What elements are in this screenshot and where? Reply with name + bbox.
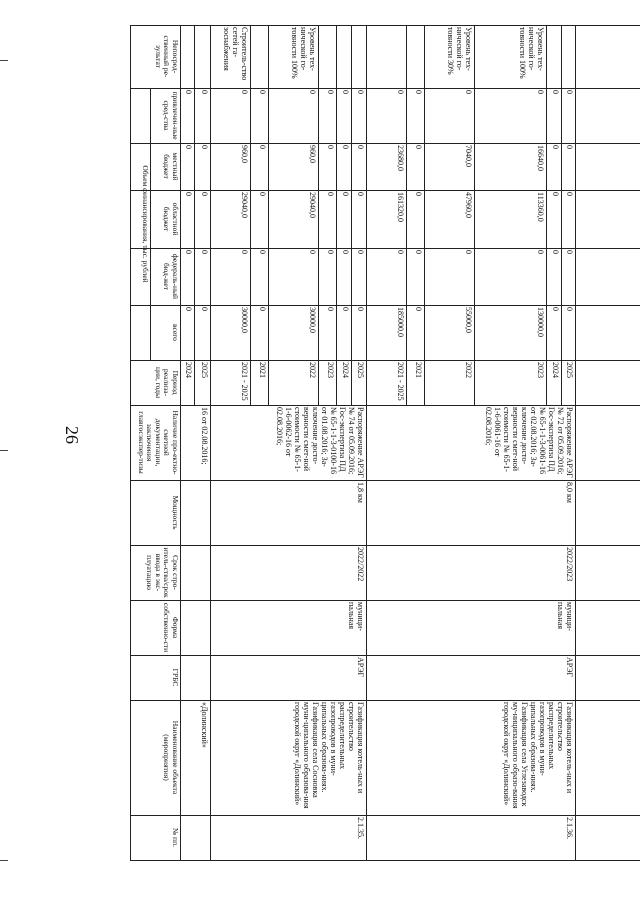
row-2-1-36-total-3: 130000,0 <box>536 307 545 337</box>
row-dolinsky-regional-0: 0 <box>184 192 193 196</box>
row-2-1-36-regional-2: 47960,0 <box>464 192 473 218</box>
row-2-1-36-grbs: АРЭГ <box>565 657 574 678</box>
row-2-1-35-regional-2: 29040,0 <box>308 192 317 218</box>
row-2-1-35-federal-4: 0 <box>341 250 350 254</box>
column-divider-federal <box>130 248 640 249</box>
row-dolinsky-attracted-1: 0 <box>200 90 209 94</box>
column-divider-attracted <box>130 88 640 89</box>
row-2-1-35-regional-3: 0 <box>326 192 335 196</box>
row-2-1-35-name: Газификация котель-ных и строительство распределительных газопроводов в муни-ципальных образова-ниях. Газификация села Сосновка муни-ципального образова-ния городской округ «Долинский» <box>293 702 365 809</box>
row-2-1-35-total-1: 0 <box>258 307 267 311</box>
row-2-1-36-attracted-0: 0 <box>396 90 405 94</box>
column-divider-no <box>130 815 640 816</box>
row-2-1-35-docs: Распоряжение АРЭГ № 74 от 05.09.2016; Гос-экспертиза ПД № 65-1-1-3-0100-16 от 01.08.2016; За-ключение досто-верности смет-ной стоимости № 65-1-1-6-0062-16 от 02.08.2016; <box>275 407 365 478</box>
row-2-1-35-local-5: 0 <box>356 145 365 149</box>
row-2-1-36-regional-1: 0 <box>414 192 423 196</box>
row-2-1-35-period-2: 2022 <box>308 362 317 378</box>
row-dolinsky-regional-1: 0 <box>200 192 209 196</box>
header-term: Срок стро-итель-ства/срок ввода в экс-плуатацию <box>145 547 180 598</box>
binder-mark-0 <box>0 60 8 61</box>
column-divider-power <box>130 480 640 481</box>
row-dolinsky-name: «Долинский» <box>200 702 209 748</box>
row-2-1-36-attracted-1: 0 <box>414 90 423 94</box>
row-dolinsky-period-0: 2024 <box>184 362 193 378</box>
row-2-1-35-number: 2.1.35. <box>356 817 365 839</box>
row-2-1-36-local-1: 0 <box>414 145 423 149</box>
row-2-1-35-regional-4: 0 <box>341 192 350 196</box>
column-divider-grbs <box>130 655 640 656</box>
row-dolinsky-period-1: 2025 <box>200 362 209 378</box>
header-no: № пп. <box>171 828 180 847</box>
row-2-1-36-name: Газификация котель-ных и строительство распределительных газопроводов в муни-ципальных образова-ниях. Газификация села Углезаводск му-ниципального образо-вания городской округ «Долинский» <box>502 702 574 809</box>
header-attracted: привлечен-ные сред-ства <box>162 91 180 140</box>
column-divider-name <box>130 700 640 701</box>
column-divider-ownership <box>130 600 640 601</box>
row-2-1-36-attracted-5: 0 <box>565 90 574 94</box>
row-dolinsky-total-0: 0 <box>184 307 193 311</box>
row-2-1-35-power: 1,8 км <box>356 482 365 503</box>
row-2-1-35-regional-1: 0 <box>258 192 267 196</box>
row-2-1-35-regional-0: 29040,0 <box>240 192 249 218</box>
header-regional: областной бюджет <box>162 202 180 236</box>
row-2-1-35-result-2: Уровень тех-нической го-товности 100% <box>290 27 317 79</box>
row-2-1-35-local-1: 0 <box>258 145 267 149</box>
row-2-1-36-federal-1: 0 <box>414 250 423 254</box>
row-2-1-35-attracted-5: 0 <box>356 90 365 94</box>
row-2-1-35-period-5: 2025 <box>356 362 365 378</box>
header-local: местный бюджет <box>162 152 180 181</box>
row-2-1-36-regional-3: 113360,0 <box>536 192 545 222</box>
row-2-1-36-ownership: муници-пальная <box>556 602 574 631</box>
row-dolinsky-number <box>181 817 209 858</box>
table-border-top <box>130 25 640 26</box>
header-docs: Наличие про-ектно-сметной документации, заключения главгосэкспер-тизы <box>137 410 180 475</box>
binder-mark-1 <box>0 450 8 451</box>
row-2-1-35-total-5: 0 <box>356 307 365 311</box>
row-dolinsky-local-0: 0 <box>184 145 193 149</box>
row-2-1-35-local-4: 0 <box>341 145 350 149</box>
row-2-1-36-federal-0: 0 <box>396 250 405 254</box>
row-2-1-36-period-5: 2025 <box>565 362 574 378</box>
row-2-1-35-result-0: Строитель-ство сетей га-зоснабжения <box>222 27 249 81</box>
row-2-1-36-period-4: 2024 <box>551 362 560 378</box>
row-2-1-35-period-3: 2023 <box>326 362 335 378</box>
row-2-1-36-federal-2: 0 <box>464 250 473 254</box>
row-2-1-35-grbs: АРЭГ <box>356 657 365 678</box>
row-2-1-35-local-3: 0 <box>326 145 335 149</box>
row-2-1-36-regional-0: 161320,0 <box>396 192 405 222</box>
row-dolinsky-docs: 16 от 02.08.2016; <box>200 407 209 465</box>
column-divider-docs <box>130 405 640 406</box>
header-financing: Объем финансирования, тыс. рублей <box>141 165 150 283</box>
column-divider-term <box>130 545 640 546</box>
row-2-1-36-federal-4: 0 <box>551 250 560 254</box>
row-dolinsky-federal-1: 0 <box>200 250 209 254</box>
row-2-1-36-local-2: 7040,0 <box>464 145 473 167</box>
column-divider-period <box>130 360 640 361</box>
row-2-1-35-federal-0: 0 <box>240 250 249 254</box>
row-dolinsky-ownership <box>181 602 209 653</box>
row-dolinsky-local-1: 0 <box>200 145 209 149</box>
row-2-1-35-attracted-1: 0 <box>258 90 267 94</box>
row-2-1-35-period-0: 2021 - 2025 <box>240 362 249 401</box>
row-2-1-36-total-0: 185000,0 <box>396 307 405 337</box>
row-2-1-36-period-1: 2021 <box>414 362 423 378</box>
row-dolinsky-attracted-0: 0 <box>184 90 193 94</box>
row-2-1-35-local-0: 960,0 <box>240 145 249 163</box>
column-divider-total <box>130 305 640 306</box>
row-2-1-36-power: 8,0 км <box>565 482 574 503</box>
row-2-1-35-total-2: 30000,0 <box>308 307 317 333</box>
row-2-1-36-attracted-2: 0 <box>464 90 473 94</box>
header-period: Период реализа-ции, годы <box>154 366 180 399</box>
column-divider-regional <box>130 190 640 191</box>
row-2-1-36-border <box>575 25 576 860</box>
row-2-1-36-federal-5: 0 <box>565 250 574 254</box>
header-name: Наименование объекта (мероприятия) <box>162 720 180 795</box>
row-2-1-35-attracted-0: 0 <box>240 90 249 94</box>
row-dolinsky-term <box>181 547 209 598</box>
row-2-1-35-federal-5: 0 <box>356 250 365 254</box>
row-2-1-35-period-1: 2021 <box>258 362 267 378</box>
row-2-1-36-result-3: Уровень тех-нической го-товности 100% <box>518 27 545 79</box>
page-number: 26 <box>62 426 82 444</box>
row-2-1-36-total-2: 55000,0 <box>464 307 473 333</box>
header-ownership: Форма собственно-сти <box>162 602 180 653</box>
header-power: Мощность <box>171 495 180 530</box>
row-2-1-35-total-4: 0 <box>341 307 350 311</box>
row-2-1-35-period-4: 2024 <box>341 362 350 378</box>
row-2-1-36-federal-3: 0 <box>536 250 545 254</box>
row-2-1-35-term: 2022/2022 <box>356 547 365 582</box>
row-2-1-36-attracted-4: 0 <box>551 90 560 94</box>
row-2-1-35-total-3: 0 <box>326 307 335 311</box>
row-2-1-35-federal-2: 0 <box>308 250 317 254</box>
column-divider-local <box>130 143 640 144</box>
row-2-1-36-regional-4: 0 <box>551 192 560 196</box>
row-2-1-36-total-1: 0 <box>414 307 423 311</box>
row-2-1-36-attracted-3: 0 <box>536 90 545 94</box>
row-2-1-35-ownership: муници-пальная <box>347 602 365 631</box>
row-2-1-36-docs: Распоряжение АРЭГ № 72 от 05.09.2016; Гос-экспертиза ПД № 65-1-1-3-0061-16 от 02.08.2016; За-ключение досто-верности смет-ной стоимости № 65-1-1-6-0061-16 от 02.08.2016; <box>484 407 574 478</box>
row-2-1-36-term: 2022/2023 <box>565 547 574 582</box>
row-2-1-36-total-5: 0 <box>565 307 574 311</box>
row-2-1-35-federal-1: 0 <box>258 250 267 254</box>
table-border-bottom <box>130 860 640 861</box>
row-2-1-35-regional-5: 0 <box>356 192 365 196</box>
row-2-1-36-result-2: Уровень тех-нической го-товности 30% <box>446 27 473 75</box>
row-2-1-35-attracted-4: 0 <box>341 90 350 94</box>
binder-mark-2 <box>0 860 8 861</box>
row-2-1-36-local-3: 16640,0 <box>536 145 545 171</box>
row-dolinsky-power <box>181 482 209 543</box>
row-2-1-36-local-4: 0 <box>551 145 560 149</box>
row-2-1-36-period-2: 2022 <box>464 362 473 378</box>
header-grbs: ГРБС <box>171 668 180 687</box>
row-2-1-36-local-0: 23680,0 <box>396 145 405 171</box>
row-2-1-35-federal-3: 0 <box>326 250 335 254</box>
row-2-1-36-total-4: 0 <box>551 307 560 311</box>
row-2-1-35-attracted-2: 0 <box>308 90 317 94</box>
row-2-1-36-local-5: 0 <box>565 145 574 149</box>
row-2-1-36-number: 2.1.36. <box>565 817 574 839</box>
row-2-1-35-local-2: 960,0 <box>308 145 317 163</box>
header-total: всего <box>171 324 180 341</box>
row-dolinsky-federal-0: 0 <box>184 250 193 254</box>
row-2-1-35-total-0: 30000,0 <box>240 307 249 333</box>
row-dolinsky-grbs <box>181 657 209 698</box>
row-2-1-36-period-0: 2021 - 2025 <box>396 362 405 401</box>
header-result: Непосред-ственный ре-зультат <box>154 35 180 78</box>
row-2-1-36-regional-5: 0 <box>565 192 574 196</box>
header-federal: федераль-ный бюд-жет <box>162 253 180 300</box>
row-2-1-36-period-3: 2023 <box>536 362 545 378</box>
row-2-1-35-attracted-3: 0 <box>326 90 335 94</box>
row-dolinsky-total-1: 0 <box>200 307 209 311</box>
